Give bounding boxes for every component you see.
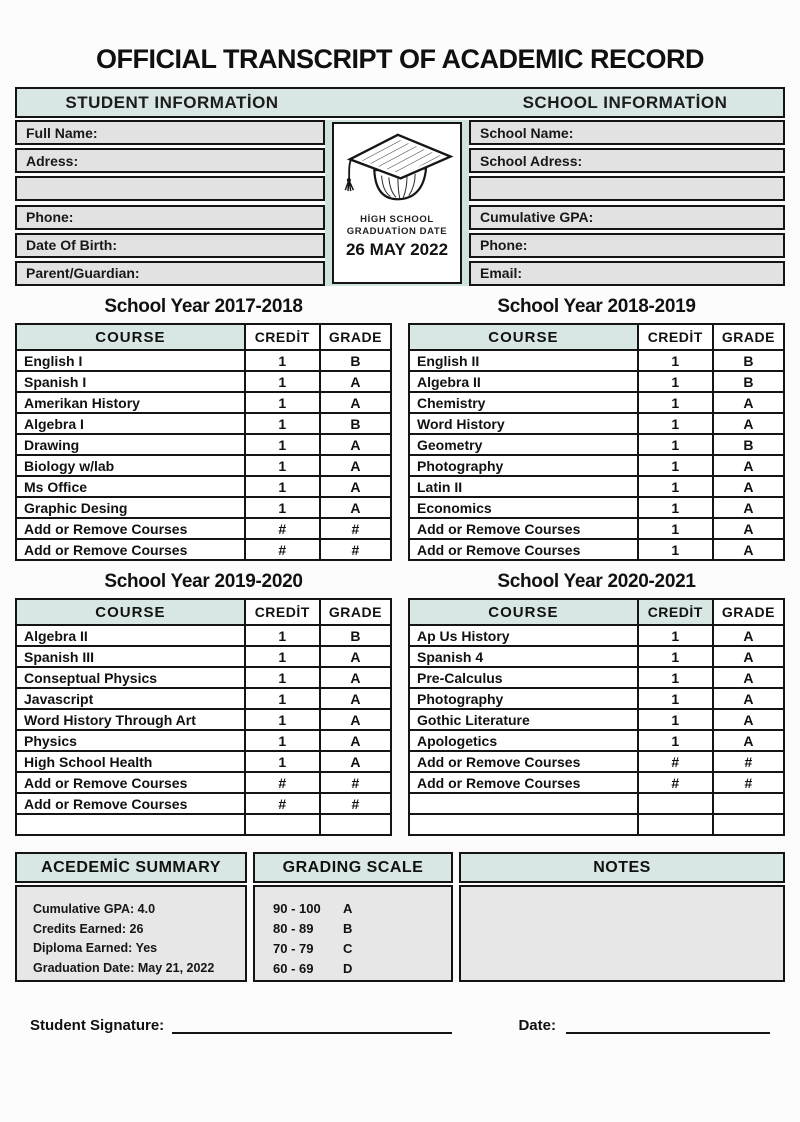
credit-value: # xyxy=(638,772,713,793)
scale-grade: D xyxy=(343,961,353,976)
grade-value: # xyxy=(320,772,391,793)
course-column-header: COURSE xyxy=(16,324,245,350)
grade-value xyxy=(320,814,391,835)
table-header-row xyxy=(409,599,784,625)
credit-value: 1 xyxy=(245,709,320,730)
date-label: Date: xyxy=(518,1017,556,1034)
credit-value: 1 xyxy=(638,497,713,518)
course-name: High School Health xyxy=(16,751,245,772)
course-name: Drawing xyxy=(16,434,245,455)
scale-grade: C xyxy=(343,941,353,956)
grade-value: A xyxy=(713,688,784,709)
grade-value: B xyxy=(320,350,391,371)
course-name: Latin II xyxy=(409,476,638,497)
table-header-row xyxy=(409,324,784,350)
field-label: Adress: xyxy=(26,152,79,169)
notes-box xyxy=(459,852,785,982)
school-year-title: School Year 2019-2020 xyxy=(104,571,303,592)
scale-range: 80 - 89 xyxy=(273,921,314,936)
credit-column-header: CREDİT xyxy=(638,324,713,350)
credit-value: 1 xyxy=(638,455,713,476)
credit-value: 1 xyxy=(245,455,320,476)
credit-value: 1 xyxy=(638,476,713,497)
course-row xyxy=(409,476,784,497)
course-name: Add or Remove Courses xyxy=(409,518,638,539)
course-row xyxy=(409,413,784,434)
grade-value: A xyxy=(320,688,391,709)
grade-value: A xyxy=(320,667,391,688)
course-row xyxy=(409,371,784,392)
course-row xyxy=(409,814,784,835)
credit-value: 1 xyxy=(245,667,320,688)
course-name: Add or Remove Courses xyxy=(16,772,245,793)
course-row xyxy=(409,497,784,518)
grade-value: B xyxy=(713,371,784,392)
notes-header: NOTES xyxy=(459,852,785,883)
course-name: Ap Us History xyxy=(409,625,638,646)
field-label: Email: xyxy=(480,265,523,282)
credit-value: 1 xyxy=(245,688,320,709)
graduation-date: 26 MAY 2022 xyxy=(345,240,449,259)
grade-column-header: GRADE xyxy=(320,324,391,350)
scale-grade: B xyxy=(343,921,353,936)
course-name: Spanish III xyxy=(16,646,245,667)
info-field[interactable] xyxy=(469,120,785,145)
credit-value: 1 xyxy=(245,371,320,392)
scale-range: 90 - 100 xyxy=(273,901,321,916)
grade-value: B xyxy=(320,625,391,646)
course-row xyxy=(16,350,391,371)
grade-value: A xyxy=(713,625,784,646)
info-field[interactable] xyxy=(15,205,325,230)
course-name: Algebra II xyxy=(16,625,245,646)
credit-value: 1 xyxy=(245,625,320,646)
course-row xyxy=(16,539,391,560)
grade-value: # xyxy=(320,518,391,539)
course-row xyxy=(16,413,391,434)
grade-value: A xyxy=(713,413,784,434)
school-information-header: SCHOOL INFORMATİON xyxy=(522,92,728,112)
school-year-title: School Year 2017-2018 xyxy=(104,296,303,317)
grading-scale-box xyxy=(253,852,453,982)
course-row xyxy=(16,793,391,814)
course-name: Apologetics xyxy=(409,730,638,751)
course-row xyxy=(16,497,391,518)
grade-value: B xyxy=(320,413,391,434)
field-label: Phone: xyxy=(26,209,74,226)
grade-value: # xyxy=(713,751,784,772)
graduation-cell xyxy=(325,120,469,286)
grade-value: A xyxy=(320,497,391,518)
credit-value: 1 xyxy=(638,371,713,392)
course-row xyxy=(409,625,784,646)
field-label: Parent/Guardian: xyxy=(26,265,140,282)
school-year-block-2018-2019 xyxy=(408,286,785,561)
course-name: Add or Remove Courses xyxy=(16,518,245,539)
transcript-document xyxy=(0,44,800,1034)
scale-range: 60 - 69 xyxy=(273,961,314,976)
course-name: Chemistry xyxy=(409,392,638,413)
field-label: Full Name: xyxy=(26,124,98,141)
school-year-title: School Year 2018-2019 xyxy=(497,296,696,317)
course-row xyxy=(16,667,391,688)
credit-value: 1 xyxy=(638,413,713,434)
credit-value: 1 xyxy=(638,646,713,667)
course-name: Add or Remove Courses xyxy=(409,751,638,772)
student-signature-label: Student Signature: xyxy=(30,1017,165,1034)
grad-caption-line2: GRADUATİON DATE xyxy=(346,226,448,237)
credit-value: 1 xyxy=(638,518,713,539)
course-row xyxy=(16,455,391,476)
grade-value xyxy=(713,814,784,835)
student-signature-line[interactable] xyxy=(172,1016,452,1034)
school-year-block-2019-2020 xyxy=(15,561,392,836)
signature-row xyxy=(15,1016,785,1034)
grade-value: A xyxy=(320,434,391,455)
graduation-box xyxy=(332,122,462,284)
course-name: Geometry xyxy=(409,434,638,455)
grade-value: B xyxy=(713,350,784,371)
credit-value: 1 xyxy=(638,667,713,688)
course-name: Add or Remove Courses xyxy=(409,539,638,560)
scale-range: 70 - 79 xyxy=(273,941,314,956)
info-field[interactable] xyxy=(469,233,785,258)
course-name: Biology w/lab xyxy=(16,455,245,476)
course-row xyxy=(409,646,784,667)
course-row xyxy=(16,730,391,751)
grade-value: A xyxy=(713,709,784,730)
grade-value: # xyxy=(320,539,391,560)
course-name: Add or Remove Courses xyxy=(409,772,638,793)
credit-value: # xyxy=(245,539,320,560)
courses-table xyxy=(408,598,785,836)
course-row xyxy=(409,350,784,371)
grade-column-header: GRADE xyxy=(713,599,784,625)
credit-value: 1 xyxy=(245,730,320,751)
field-label: Phone: xyxy=(480,237,528,254)
scale-grade: A xyxy=(343,901,353,916)
course-row xyxy=(409,667,784,688)
course-name: Word History xyxy=(409,413,638,434)
course-name xyxy=(409,793,638,814)
credit-value: 1 xyxy=(638,434,713,455)
field-label: School Name: xyxy=(480,124,574,141)
course-row xyxy=(16,772,391,793)
credit-value: 1 xyxy=(638,625,713,646)
course-row xyxy=(16,625,391,646)
info-field[interactable] xyxy=(15,233,325,258)
grade-value: A xyxy=(713,455,784,476)
grade-value: A xyxy=(713,497,784,518)
credit-value: 1 xyxy=(245,350,320,371)
credit-value: 1 xyxy=(638,688,713,709)
course-name: Graphic Desing xyxy=(16,497,245,518)
grade-value: A xyxy=(320,709,391,730)
grade-value: A xyxy=(713,667,784,688)
info-field[interactable] xyxy=(15,261,325,286)
credit-value: 1 xyxy=(245,413,320,434)
school-year-title: School Year 2020-2021 xyxy=(497,571,696,592)
grading-scale-body xyxy=(253,885,453,982)
graduation-cap-icon xyxy=(338,130,456,214)
course-row xyxy=(409,751,784,772)
grade-value: A xyxy=(320,730,391,751)
bottom-summary-row xyxy=(15,852,785,982)
notes-area[interactable] xyxy=(459,885,785,982)
grade-value: # xyxy=(320,793,391,814)
course-row xyxy=(409,434,784,455)
field-label: School Adress: xyxy=(480,152,583,169)
table-header-row xyxy=(16,324,391,350)
school-fields-column xyxy=(469,120,785,286)
school-year-block-2020-2021 xyxy=(408,561,785,836)
course-column-header: COURSE xyxy=(409,599,638,625)
course-column-header: COURSE xyxy=(409,324,638,350)
date-line[interactable] xyxy=(566,1016,770,1034)
summary-line: Diploma Earned: Yes xyxy=(33,941,158,955)
table-header-row xyxy=(16,599,391,625)
credit-value xyxy=(245,814,320,835)
course-row xyxy=(409,793,784,814)
credit-column-header: CREDİT xyxy=(638,599,713,625)
info-field-blank[interactable] xyxy=(15,176,325,201)
info-field[interactable] xyxy=(469,205,785,230)
grade-column-header: GRADE xyxy=(320,599,391,625)
grading-scale-line xyxy=(273,959,451,979)
grade-value: A xyxy=(320,392,391,413)
course-name: Gothic Literature xyxy=(409,709,638,730)
summary-line: Graduation Date: May 21, 2022 xyxy=(33,960,215,975)
grade-column-header: GRADE xyxy=(713,324,784,350)
credit-value: 1 xyxy=(638,392,713,413)
grade-value: A xyxy=(320,371,391,392)
grade-value: A xyxy=(713,476,784,497)
course-row xyxy=(409,455,784,476)
course-row xyxy=(16,646,391,667)
grade-value: A xyxy=(713,539,784,560)
courses-table xyxy=(408,323,785,561)
course-name: Photography xyxy=(409,455,638,476)
course-name: Algebra I xyxy=(16,413,245,434)
grade-value: A xyxy=(320,455,391,476)
credit-value: 1 xyxy=(245,434,320,455)
course-row xyxy=(16,392,391,413)
course-name xyxy=(16,814,245,835)
course-row xyxy=(409,688,784,709)
credit-value: 1 xyxy=(245,497,320,518)
academic-summary-header: ACEDEMİC SUMMARY xyxy=(15,852,247,883)
credit-value: 1 xyxy=(638,539,713,560)
credit-value: 1 xyxy=(245,392,320,413)
credit-value: 1 xyxy=(638,730,713,751)
year-tables-row-1 xyxy=(15,286,785,561)
course-name xyxy=(409,814,638,835)
credit-value xyxy=(638,793,713,814)
credit-value: # xyxy=(245,772,320,793)
course-name: Add or Remove Courses xyxy=(16,793,245,814)
course-row xyxy=(409,709,784,730)
credit-value: 1 xyxy=(638,350,713,371)
info-field[interactable] xyxy=(15,148,325,173)
course-name: Spanish I xyxy=(16,371,245,392)
course-name: English II xyxy=(409,350,638,371)
credit-value: 1 xyxy=(245,646,320,667)
course-name: English I xyxy=(16,350,245,371)
grade-value: A xyxy=(320,646,391,667)
page-title: OFFICIAL TRANSCRIPT OF ACADEMIC RECORD xyxy=(96,44,704,74)
course-row xyxy=(409,539,784,560)
credit-value: # xyxy=(245,793,320,814)
credit-value: 1 xyxy=(245,751,320,772)
grad-caption-line1: HİGH SCHOOL xyxy=(360,214,434,225)
course-name: Word History Through Art xyxy=(16,709,245,730)
grading-scale-line xyxy=(273,939,451,959)
student-information-header: STUDENT INFORMATİON xyxy=(65,92,279,112)
credit-column-header: CREDİT xyxy=(245,599,320,625)
credit-value: 1 xyxy=(638,709,713,730)
grade-value: A xyxy=(320,751,391,772)
info-field[interactable] xyxy=(469,148,785,173)
grade-value: A xyxy=(713,392,784,413)
course-column-header: COURSE xyxy=(16,599,245,625)
summary-line: Cumulative GPA: 4.0 xyxy=(33,902,156,916)
grading-scale-line xyxy=(273,899,451,919)
course-row xyxy=(16,688,391,709)
school-year-block-2017-2018 xyxy=(15,286,392,561)
grade-value: # xyxy=(713,772,784,793)
course-row xyxy=(16,434,391,455)
course-name: Add or Remove Courses xyxy=(16,539,245,560)
course-name: Algebra II xyxy=(409,371,638,392)
course-name: Javascript xyxy=(16,688,245,709)
grade-value: A xyxy=(713,646,784,667)
course-row xyxy=(16,476,391,497)
course-name: Economics xyxy=(409,497,638,518)
course-row xyxy=(409,730,784,751)
grading-scale-header: GRADING SCALE xyxy=(253,852,453,883)
course-name: Physics xyxy=(16,730,245,751)
course-name: Spanish 4 xyxy=(409,646,638,667)
course-name: Photography xyxy=(409,688,638,709)
credit-value: 1 xyxy=(245,476,320,497)
academic-summary-box xyxy=(15,852,247,982)
info-field[interactable] xyxy=(469,261,785,286)
grade-value: B xyxy=(713,434,784,455)
course-row xyxy=(16,518,391,539)
year-tables-row-2 xyxy=(15,561,785,836)
course-row xyxy=(16,814,391,835)
courses-table xyxy=(15,598,392,836)
course-name: Ms Office xyxy=(16,476,245,497)
course-row xyxy=(16,751,391,772)
field-label: Cumulative GPA: xyxy=(480,209,594,226)
student-fields-column xyxy=(15,120,325,286)
course-row xyxy=(409,772,784,793)
grade-value: A xyxy=(713,730,784,751)
credit-column-header: CREDİT xyxy=(245,324,320,350)
info-field-blank[interactable] xyxy=(469,176,785,201)
credit-value: # xyxy=(245,518,320,539)
course-name: Pre-Calculus xyxy=(409,667,638,688)
field-label: Date Of Birth: xyxy=(26,237,117,254)
courses-table xyxy=(15,323,392,561)
info-header-band xyxy=(15,87,785,118)
info-field[interactable] xyxy=(15,120,325,145)
grade-value xyxy=(713,793,784,814)
academic-summary-body xyxy=(15,885,247,982)
grade-value: A xyxy=(713,518,784,539)
credit-value: # xyxy=(638,751,713,772)
course-row xyxy=(409,518,784,539)
course-name: Conseptual Physics xyxy=(16,667,245,688)
course-row xyxy=(409,392,784,413)
grade-value: A xyxy=(320,476,391,497)
credit-value xyxy=(638,814,713,835)
course-row xyxy=(16,709,391,730)
grading-scale-line xyxy=(273,919,451,939)
summary-line: Credits Earned: 26 xyxy=(33,921,144,936)
info-body xyxy=(15,120,785,286)
course-row xyxy=(16,371,391,392)
course-name: Amerikan History xyxy=(16,392,245,413)
